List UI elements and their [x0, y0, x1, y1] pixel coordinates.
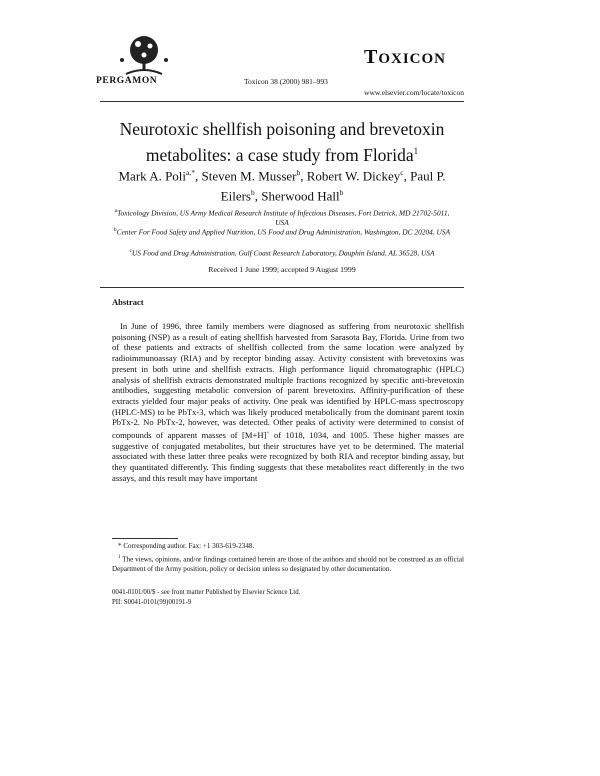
affiliation-mark: b: [113, 227, 117, 233]
corresponding-author-note: * Corresponding author. Fax: +1 303-619-2348.: [118, 542, 255, 550]
abstract-text-part-1: In June of 1996, three family members were diagnosed as suffering from neurotoxic shellfish poisoning (NSP) as a result of eating shellfish harvested from Sarasota Bay, Florida. Urine from two of these patients and extracts of shellfish collected from the same location were analyzed by radioimmunoassay (RIA) and by receptor binding assay. Activity consistent with brevetoxins was present in both urine and shellfish extracts. High performance liquid chromatographic (HPLC) analysis of shellfish extracts demonstrated multiple fractions recognized by specific anti-brevetoxin antibodies, suggesting metabolic conversion of parent brevetoxins. Affinity-purification of these extracts yielded four major peaks of activity. One peak was identified by HPLC-mass spectroscopy (HPLC-MS) to be PbTx-3, which was likely produced metabolically from the dominant parent toxin PbTx-2. No PbTx-2, however, was detected. Other peaks of activity were determined to consist of compounds of apparent masses of [M+H]: [112, 321, 464, 440]
author-name: Sherwood Hall: [261, 188, 340, 204]
disclaimer-footnote: [112, 553, 464, 574]
abstract-body: [112, 321, 464, 483]
affiliation-text: Toxicology Division, US Army Medical Research Institute of Infectious Diseases, Fort Detrick, MD 21702-5011, USA: [117, 208, 450, 228]
author-name: Paul P. Eilers: [220, 168, 446, 204]
author-affiliation-mark: c: [400, 168, 404, 177]
affiliation-b: [110, 225, 454, 237]
publisher-name: PERGAMON: [96, 76, 158, 86]
pii-line: PII: S0041-0101(99)00191-9: [112, 599, 192, 606]
journal-citation: Toxicon 38 (2000) 981–993: [244, 77, 328, 86]
footnote-mark: 1: [118, 555, 121, 560]
author-name: Steven M. Musser: [201, 168, 297, 184]
title-line-2: metabolites: a case study from Florida: [145, 144, 414, 165]
journal-url[interactable]: www.elsevier.com/locate/toxicon: [364, 88, 464, 97]
abstract-heading: Abstract: [112, 297, 144, 307]
affiliation-text: Center For Food Safety and Applied Nutrition, US Food and Drug Administration, Washington, DC 20204, USA: [116, 227, 451, 237]
author-affiliation-mark: b: [339, 188, 344, 198]
title-line-1: Neurotoxic shellfish poisoning and brevetoxin: [119, 119, 445, 139]
journal-initial: T: [364, 46, 379, 68]
footnote-text: The views, opinions, and/or findings contained herein are those of the authors and should not be construed as an official Department of the Army position, policy or decision unless so designated by other documentation.: [112, 555, 464, 573]
affiliation-text: US Food and Drug Administration, Gulf Coast Research Laboratory, Dauphin Island, AL 36528, USA: [131, 248, 435, 258]
abstract-text-part-2: of 1018, 1034, and 1005. These higher masses are suggestive of conjugated metabolites, but their structures have yet to be determined. The material associated with these latter three peaks were recognized by both RIA and receptor binding assay, but they quantitated differently. This finding suggests that these metabolites react differently in the two assays, and this result may have important: [112, 429, 464, 483]
affiliation-mark: c: [129, 248, 132, 254]
author-affiliation-mark: a,*: [186, 168, 196, 177]
author-affiliation-mark: b: [296, 168, 301, 177]
affiliation-c: [110, 246, 454, 258]
author-name: Mark A. Poli: [118, 168, 187, 184]
journal-name: [364, 46, 446, 69]
affiliation-mark: a: [114, 208, 118, 214]
issn-line: 0041-0101/00/$ - see front matter Published by Elsevier Science Ltd.: [112, 589, 301, 596]
received-dates: Received 1 June 1999; accepted 9 August 1999: [208, 265, 356, 274]
title-footnote-mark[interactable]: 1: [413, 146, 419, 156]
author-affiliation-mark: b: [250, 188, 255, 198]
author-list: Mark A. Poli$^{a,*}$, Steven M. Musser$^b$, Robert W. Dickey$^c$, Paul P. Eilers$^b$, Sherwood Hall$^b$: [118, 168, 446, 204]
article-title: [100, 118, 464, 166]
pergamon-logo-tree-icon: [108, 30, 180, 78]
abstract-superscript: +: [266, 430, 270, 437]
author-name: Robert W. Dickey: [306, 168, 401, 184]
abstract-divider: [100, 287, 464, 288]
footnote-divider: [112, 538, 178, 539]
journal-name-rest: OXICON: [378, 51, 447, 67]
header-divider: [100, 101, 464, 102]
